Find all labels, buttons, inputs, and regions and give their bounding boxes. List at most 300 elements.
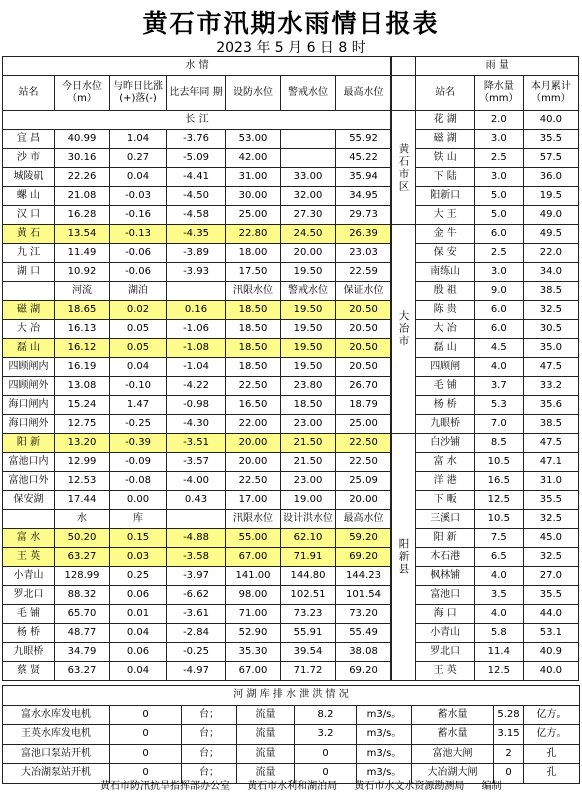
cell-value: -3.61: [167, 605, 226, 624]
cell-value: -0.25: [167, 643, 226, 662]
rain-row: [391, 624, 579, 643]
report-title: 黄石市汛期水雨情日报表: [142, 9, 440, 38]
river-row: [3, 472, 392, 491]
cell-value: 144.80: [281, 567, 336, 586]
cell-value: 35.30: [226, 643, 281, 662]
rain-row: [391, 472, 579, 491]
rain-row: [391, 263, 579, 282]
cell-value: 52.90: [226, 624, 281, 643]
reservoir-row: [3, 548, 392, 567]
station-name: 城陵矶: [3, 168, 55, 187]
cell-value: 12.5: [474, 491, 523, 510]
cell-value: 67.00: [226, 548, 281, 567]
discharge-unit: 台；: [182, 744, 237, 764]
discharge-r-label: 大冶湖大闸: [412, 764, 494, 784]
cell-value: 44.0: [523, 605, 578, 624]
yangtze-row: [3, 225, 392, 244]
discharge-unit: 台；: [182, 705, 237, 725]
discharge-r-unit: 孔: [524, 764, 580, 784]
cell-value: 8.5: [474, 434, 523, 453]
yangtze-row: [3, 187, 392, 206]
rain-row: [391, 529, 579, 548]
cell-value: 6.0: [474, 225, 523, 244]
cell-value: -3.93: [167, 263, 226, 282]
cell-value: 16.13: [55, 320, 110, 339]
cell-value: 53.00: [226, 130, 281, 149]
cell-value: 16.5: [474, 472, 523, 491]
cell-value: 22.26: [55, 168, 110, 187]
cell-value: 4.0: [474, 605, 523, 624]
cell-value: 19.50: [281, 263, 336, 282]
cell-value: 47.5: [523, 358, 578, 377]
cell-value: 17.44: [55, 491, 110, 510]
station-name: 枫林铺: [416, 567, 474, 586]
discharge-name: 王英水库发电机: [3, 725, 110, 745]
cell-value: 71.91: [281, 548, 336, 567]
cell-value: -4.35: [167, 225, 226, 244]
station-name: 王 英: [3, 548, 55, 567]
cell-value: 55.49: [336, 624, 392, 643]
cell-value: -4.58: [167, 206, 226, 225]
cell-value: 35.5: [523, 491, 578, 510]
cell-value: 15.24: [55, 396, 110, 415]
cell-value: -0.98: [167, 396, 226, 415]
discharge-r-val: 0: [494, 764, 524, 784]
cell-value: 5.0: [474, 187, 523, 206]
station-name: 富池口外: [3, 472, 55, 491]
rain-row: [391, 377, 579, 396]
cell-value: 16.12: [55, 339, 110, 358]
rain-row: [391, 339, 579, 358]
cell-value: 16.19: [55, 358, 110, 377]
rain-row: [391, 415, 579, 434]
cell-value: -3.89: [167, 244, 226, 263]
station-name: 陈 贵: [416, 301, 474, 320]
station-name: 下 陆: [416, 168, 474, 187]
cell-value: 0.02: [110, 301, 167, 320]
cell-value: 10.92: [55, 263, 110, 282]
rain-row: [391, 301, 579, 320]
cell-value: 23.80: [281, 377, 336, 396]
rain-row: [391, 130, 579, 149]
station-name: 铁 山: [416, 149, 474, 168]
station-name: 大 冶: [3, 320, 55, 339]
reservoir-header-a: 水: [55, 510, 110, 529]
cell-value: 19.00: [281, 491, 336, 510]
cell-value: 49.5: [523, 225, 578, 244]
cell-value: 22.00: [226, 415, 281, 434]
station-name: 南练山: [416, 263, 474, 282]
cell-value: 67.00: [226, 662, 281, 681]
cell-value: 21.50: [281, 434, 336, 453]
station-name: 磊 山: [3, 339, 55, 358]
cell-value: -1.08: [167, 339, 226, 358]
cell-value: 0.04: [110, 168, 167, 187]
reservoir-row: [3, 643, 392, 662]
station-name: 阳 新: [416, 529, 474, 548]
cell-value: 17.50: [226, 263, 281, 282]
cell-value: 57.5: [523, 149, 578, 168]
cell-value: 20.00: [281, 244, 336, 263]
station-name: 沙 市: [3, 149, 55, 168]
station-name: 富 水: [3, 529, 55, 548]
cell-value: 19.50: [281, 301, 336, 320]
discharge-flow-unit: m3/s。: [357, 744, 412, 764]
cell-value: 55.91: [281, 624, 336, 643]
cell-value: 24.50: [281, 225, 336, 244]
cell-value: 144.23: [336, 567, 392, 586]
cell-value: -4.00: [167, 472, 226, 491]
cell-value: 40.0: [523, 111, 578, 130]
cell-value: -0.09: [110, 453, 167, 472]
rain-row: [391, 168, 579, 187]
blank-cell: [391, 57, 416, 76]
station-name: 四顾闸外: [3, 377, 55, 396]
discharge-name: 富池口泵站开机: [3, 744, 110, 764]
cell-value: 11.4: [474, 643, 523, 662]
cell-value: 20.00: [336, 491, 392, 510]
footer-org-1: 黄石市防汛抗旱指挥部办公室: [100, 781, 230, 792]
cell-value: 20.50: [336, 339, 392, 358]
cell-value: 35.5: [523, 586, 578, 605]
rain-row: [391, 149, 579, 168]
cell-value: 0.27: [110, 149, 167, 168]
discharge-r-val: 3.15: [494, 725, 524, 745]
cell-value: 69.20: [336, 662, 392, 681]
station-name: 海口闸外: [3, 415, 55, 434]
rain-row: [391, 225, 579, 244]
river-row: [3, 320, 392, 339]
station-name: 四顾闸内: [3, 358, 55, 377]
cell-value: 27.30: [281, 206, 336, 225]
cell-value: 0.06: [110, 643, 167, 662]
cell-value: 3.0: [474, 168, 523, 187]
cell-value: 65.70: [55, 605, 110, 624]
cell-value: 4.5: [474, 339, 523, 358]
water-col-header: 与昨日比涨(+)落(-): [110, 76, 167, 111]
station-name: 保安湖: [3, 491, 55, 510]
cell-value: 20.00: [226, 453, 281, 472]
cell-value: 3.7: [474, 377, 523, 396]
cell-value: -4.41: [167, 168, 226, 187]
station-name: 杨 桥: [3, 624, 55, 643]
cell-value: 10.5: [474, 510, 523, 529]
cell-value: 50.20: [55, 529, 110, 548]
discharge-row: [3, 744, 580, 764]
yangtze-row: [3, 244, 392, 263]
discharge-count: 0: [110, 705, 182, 725]
station-name: 九眼桥: [3, 643, 55, 662]
cell-value: -0.06: [110, 244, 167, 263]
station-name: 九 江: [3, 244, 55, 263]
station-name: 保 安: [416, 244, 474, 263]
cell-value: 59.20: [336, 529, 392, 548]
discharge-row: [3, 725, 580, 745]
cell-value: 19.50: [281, 339, 336, 358]
discharge-r-val: 2: [494, 744, 524, 764]
cell-value: 63.27: [55, 548, 110, 567]
cell-value: 22.50: [226, 377, 281, 396]
cell-value: 20.50: [336, 301, 392, 320]
cell-value: 88.32: [55, 586, 110, 605]
cell-value: -4.22: [167, 377, 226, 396]
cell-value: 21.08: [55, 187, 110, 206]
cell-value: -0.13: [110, 225, 167, 244]
cell-value: 101.54: [336, 586, 392, 605]
station-name: 螺 山: [3, 187, 55, 206]
cell-value: 63.27: [55, 662, 110, 681]
cell-value: 1.47: [110, 396, 167, 415]
cell-value: 11.49: [55, 244, 110, 263]
rain-table: [390, 56, 579, 681]
discharge-r-label: 蓄水量: [412, 725, 494, 745]
cell-value: 38.08: [336, 643, 392, 662]
footer: [100, 777, 580, 792]
cell-value: 12.5: [474, 662, 523, 681]
discharge-flow-label: 流量: [237, 705, 295, 725]
cell-value: 6.0: [474, 320, 523, 339]
discharge-r-label: 蓄水量: [412, 705, 494, 725]
cell-value: 0.04: [110, 662, 167, 681]
discharge-flow-label: 流量: [237, 744, 295, 764]
station-name: 汉 口: [3, 206, 55, 225]
cell-value: 23.00: [281, 472, 336, 491]
cell-value: 0.01: [110, 605, 167, 624]
cell-value: 1.04: [110, 130, 167, 149]
discharge-flow: 8.2: [295, 705, 357, 725]
discharge-name: 大冶湖泵站开机: [3, 764, 110, 784]
cell-value: -0.08: [110, 472, 167, 491]
rain-row: [391, 358, 579, 377]
cell-value: 21.50: [281, 453, 336, 472]
cell-value: 20.50: [336, 358, 392, 377]
cell-value: 71.00: [226, 605, 281, 624]
reservoir-row: [3, 662, 392, 681]
cell-value: 34.79: [55, 643, 110, 662]
cell-value: 18.50: [226, 358, 281, 377]
cell-value: 32.5: [523, 510, 578, 529]
cell-value: 31.00: [226, 168, 281, 187]
rain-row: [391, 396, 579, 415]
cell-value: -1.06: [167, 320, 226, 339]
cell-value: 55.00: [226, 529, 281, 548]
station-name: 宜 昌: [3, 130, 55, 149]
cell-value: 23.00: [281, 415, 336, 434]
cell-value: 0.06: [110, 586, 167, 605]
warning-header: 警戒水位: [281, 282, 336, 301]
cell-value: 34.0: [523, 263, 578, 282]
rain-row: [391, 282, 579, 301]
cell-value: 26.70: [336, 377, 392, 396]
cell-value: 29.73: [336, 206, 392, 225]
station-name: 金 牛: [416, 225, 474, 244]
cell-value: 13.08: [55, 377, 110, 396]
discharge-flow: 3.2: [295, 725, 357, 745]
water-col-header: 警戒水位: [281, 76, 336, 111]
cell-value: 18.50: [226, 320, 281, 339]
water-table: [2, 56, 392, 681]
cell-value: -0.06: [110, 263, 167, 282]
cell-value: 19.50: [281, 358, 336, 377]
cell-value: 32.00: [281, 187, 336, 206]
cell-value: 33.2: [523, 377, 578, 396]
water-col-header: 站名: [3, 76, 55, 111]
station-name: 四顾闸: [416, 358, 474, 377]
cell-value: 10.5: [474, 453, 523, 472]
station-name: 海口闸内: [3, 396, 55, 415]
station-name: 海 口: [416, 605, 474, 624]
cell-value: 38.5: [523, 415, 578, 434]
blank-cell: [167, 510, 226, 529]
cell-value: 49.0: [523, 206, 578, 225]
rain-row: [391, 586, 579, 605]
station-name: 殷 祖: [416, 282, 474, 301]
discharge-title: 河 湖 库 排 水 泄 洪 情 况: [3, 686, 580, 706]
cell-value: 69.20: [336, 548, 392, 567]
cell-value: 73.20: [336, 605, 392, 624]
rain-row: [391, 567, 579, 586]
cell-value: 40.0: [523, 662, 578, 681]
cell-value: 13.54: [55, 225, 110, 244]
cell-value: 19.50: [281, 320, 336, 339]
station-name: 毛 铺: [3, 605, 55, 624]
cell-value: 0.03: [110, 548, 167, 567]
discharge-flow-label: 流量: [237, 764, 295, 784]
discharge-count: 0: [110, 764, 182, 784]
rain-row: [391, 662, 579, 681]
discharge-r-label: 富池大闸: [412, 744, 494, 764]
lake-header: 湖泊: [110, 282, 167, 301]
cell-value: 35.0: [523, 339, 578, 358]
station-name: 阳新口: [416, 187, 474, 206]
rain-col-header: 站名: [416, 76, 474, 111]
cell-value: 36.0: [523, 168, 578, 187]
cell-value: 6.5: [474, 548, 523, 567]
discharge-row: [3, 705, 580, 725]
cell-value: 25.00: [226, 206, 281, 225]
cell-value: 47.1: [523, 453, 578, 472]
cell-value: 40.9: [523, 643, 578, 662]
discharge-name: 富水水库发电机: [3, 705, 110, 725]
cell-value: 17.00: [226, 491, 281, 510]
cell-value: 22.80: [226, 225, 281, 244]
cell-value: 55.92: [336, 130, 392, 149]
cell-value: -3.51: [167, 434, 226, 453]
cell-value: 45.22: [336, 149, 392, 168]
station-name: 湖 口: [3, 263, 55, 282]
cell-value: 62.10: [281, 529, 336, 548]
reservoir-row: [3, 586, 392, 605]
station-name: 罗北口: [416, 643, 474, 662]
rain-row: [391, 643, 579, 662]
cell-value: 22.59: [336, 263, 392, 282]
discharge-count: 0: [110, 744, 182, 764]
cell-value: 0.25: [110, 567, 167, 586]
flood-limit-header: 汛限水位: [226, 282, 281, 301]
cell-value: -5.09: [167, 149, 226, 168]
cell-value: 35.6: [523, 396, 578, 415]
cell-value: 3.0: [474, 263, 523, 282]
reservoir-row: [3, 624, 392, 643]
cell-value: 22.50: [336, 434, 392, 453]
station-name: 大 王: [416, 206, 474, 225]
water-col-header: 今日水位（m）: [55, 76, 110, 111]
cell-value: 22.50: [336, 453, 392, 472]
station-name: 白沙铺: [416, 434, 474, 453]
discharge-flow-unit: m3/s。: [357, 705, 412, 725]
river-row: [3, 301, 392, 320]
station-name: 富池口: [416, 586, 474, 605]
river-row: [3, 415, 392, 434]
cell-value: 32.5: [523, 548, 578, 567]
discharge-flow-unit: m3/s。: [357, 725, 412, 745]
yangtze-section-label: 长 江: [3, 111, 392, 130]
yangtze-row: [3, 130, 392, 149]
discharge-flow: 0: [295, 764, 357, 784]
cell-value: 20.50: [336, 320, 392, 339]
river-row: [3, 339, 392, 358]
footer-org-3: 黄石市水文水资源勘测局: [354, 781, 465, 792]
cell-value: 2.0: [474, 111, 523, 130]
cell-empty: [281, 130, 336, 149]
rain-row: [391, 510, 579, 529]
discharge-r-unit: 孔: [524, 744, 580, 764]
cell-value: 42.00: [226, 149, 281, 168]
cell-empty: [281, 149, 336, 168]
report-date: 2023 年 5 月 6 日 8 时: [216, 40, 366, 56]
cell-value: -3.57: [167, 453, 226, 472]
rain-region-label: 大冶市: [391, 225, 416, 434]
station-name: 杨 桥: [416, 396, 474, 415]
cell-value: -0.03: [110, 187, 167, 206]
cell-value: 22.0: [523, 244, 578, 263]
cell-value: 12.53: [55, 472, 110, 491]
cell-value: 2.5: [474, 149, 523, 168]
discharge-flow-label: 流量: [237, 725, 295, 745]
cell-value: 35.94: [336, 168, 392, 187]
cell-value: 6.0: [474, 301, 523, 320]
rain-region-label: 阳新县: [391, 434, 416, 681]
reservoir-row: [3, 529, 392, 548]
reservoir-header-b: 库: [110, 510, 167, 529]
cell-value: 18.00: [226, 244, 281, 263]
station-name: 三溪口: [416, 510, 474, 529]
cell-value: 39.54: [281, 643, 336, 662]
rain-col-header: 本月累计（mm）: [523, 76, 578, 111]
cell-value: 32.5: [523, 301, 578, 320]
cell-value: 18.50: [281, 396, 336, 415]
cell-value: 13.20: [55, 434, 110, 453]
cell-value: 34.95: [336, 187, 392, 206]
discharge-r-unit: 亿方。: [524, 725, 580, 745]
station-name: 磁 湖: [416, 130, 474, 149]
cell-value: 18.65: [55, 301, 110, 320]
station-name: 富 水: [416, 453, 474, 472]
yangtze-row: [3, 168, 392, 187]
cell-value: 18.50: [226, 339, 281, 358]
river-row: [3, 434, 392, 453]
cell-value: 16.28: [55, 206, 110, 225]
cell-value: -3.58: [167, 548, 226, 567]
cell-value: 98.00: [226, 586, 281, 605]
cell-value: 3.5: [474, 586, 523, 605]
river-row: [3, 396, 392, 415]
rain-col-header: 降水量（mm）: [474, 76, 523, 111]
rain-row: [391, 111, 579, 130]
cell-value: -4.88: [167, 529, 226, 548]
max-level-header: 最高水位: [336, 510, 392, 529]
yangtze-row: [3, 206, 392, 225]
